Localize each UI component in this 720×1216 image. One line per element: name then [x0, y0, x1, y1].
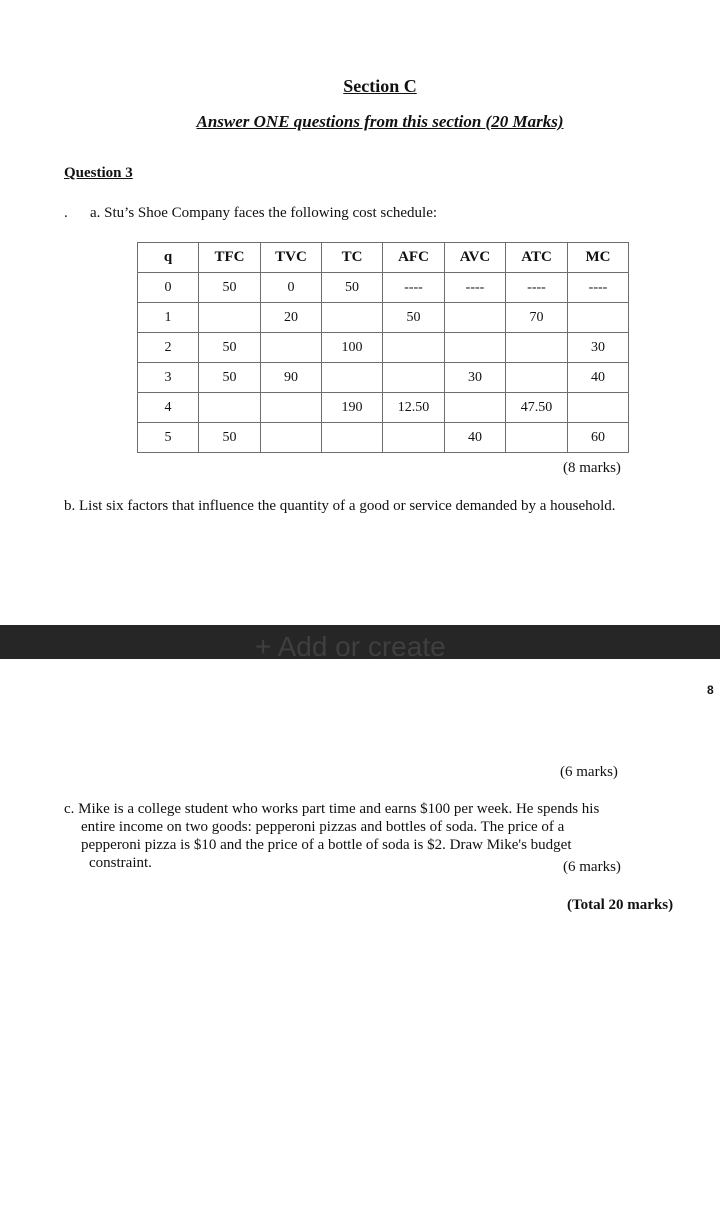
table-cell: 12.50	[383, 393, 445, 423]
part-b-marks: (6 marks)	[560, 764, 618, 780]
part-c-line: entire income on two goods: pepperoni pizzas and bottles of soda. The price of a	[81, 819, 565, 835]
part-b-text: b. List six factors that influence the quantity of a good or service demanded by a household.	[64, 498, 616, 514]
table-cell: 50	[199, 363, 261, 393]
table-cell	[445, 333, 506, 363]
table-cell: 0	[138, 273, 199, 303]
table-cell	[199, 303, 261, 333]
page-number: 8	[707, 683, 714, 697]
add-or-create-button[interactable]: + Add or create	[255, 631, 446, 659]
table-cell	[199, 393, 261, 423]
part-c-line: pepperoni pizza is $10 and the price of a bottle of soda is $2. Draw Mike's budget	[81, 837, 572, 853]
table-cell: ----	[506, 273, 568, 303]
section-instruction: Answer ONE questions from this section (20 Marks)	[196, 112, 564, 131]
header-q: q	[138, 243, 199, 273]
table-cell	[261, 423, 322, 453]
table-row	[138, 303, 629, 333]
table-cell	[383, 333, 445, 363]
table-cell: 40	[568, 363, 629, 393]
table-row	[138, 363, 629, 393]
table-cell	[506, 333, 568, 363]
table-cell	[506, 363, 568, 393]
table-cell: 5	[138, 423, 199, 453]
table-cell: 47.50	[506, 393, 568, 423]
table-row	[138, 423, 629, 453]
header-afc: AFC	[383, 243, 445, 273]
table-cell: 30	[568, 333, 629, 363]
table-cell: ----	[445, 273, 506, 303]
part-a-marks: (8 marks)	[563, 460, 621, 476]
table-cell	[261, 333, 322, 363]
cost-schedule-table	[137, 242, 629, 453]
table-header-row	[138, 243, 629, 273]
table-cell: 3	[138, 363, 199, 393]
header-atc: ATC	[506, 243, 568, 273]
table-cell: 50	[199, 333, 261, 363]
section-title: Section C	[343, 76, 417, 96]
header-tc: TC	[322, 243, 383, 273]
table-cell: 20	[261, 303, 322, 333]
table-cell	[261, 393, 322, 423]
table-row	[138, 393, 629, 423]
table-cell: 50	[322, 273, 383, 303]
table-cell: 30	[445, 363, 506, 393]
table-cell: 60	[568, 423, 629, 453]
question-label: Question 3	[64, 165, 133, 181]
table-cell: 100	[322, 333, 383, 363]
total-marks: (Total 20 marks)	[567, 897, 674, 913]
header-avc: AVC	[445, 243, 506, 273]
table-cell	[322, 303, 383, 333]
table-row	[138, 273, 629, 303]
table-cell: 50	[383, 303, 445, 333]
table-cell: 90	[261, 363, 322, 393]
part-c-marks: (6 marks)	[563, 859, 621, 875]
table-cell	[506, 423, 568, 453]
part-c-line: constraint.	[89, 855, 152, 871]
table-cell: 1	[138, 303, 199, 333]
bullet-dot: .	[64, 205, 68, 221]
table-cell	[445, 393, 506, 423]
table-cell: 40	[445, 423, 506, 453]
table-cell	[568, 393, 629, 423]
table-cell: ----	[568, 273, 629, 303]
table-row	[138, 333, 629, 363]
header-tvc: TVC	[261, 243, 322, 273]
table-cell	[322, 363, 383, 393]
table-cell: 50	[199, 273, 261, 303]
table-cell	[383, 423, 445, 453]
table-cell: 2	[138, 333, 199, 363]
add-or-create-bar[interactable]	[0, 625, 720, 659]
table-cell: 50	[199, 423, 261, 453]
header-mc: MC	[568, 243, 629, 273]
part-a-text: a. Stu’s Shoe Company faces the following cost schedule:	[90, 205, 438, 221]
table-cell	[322, 423, 383, 453]
table-cell	[445, 303, 506, 333]
table-cell: 70	[506, 303, 568, 333]
table-cell: 4	[138, 393, 199, 423]
table-cell: ----	[383, 273, 445, 303]
table-cell	[383, 363, 445, 393]
table-cell: 190	[322, 393, 383, 423]
header-tfc: TFC	[199, 243, 261, 273]
table-cell	[568, 303, 629, 333]
table-cell: 0	[261, 273, 322, 303]
part-c-line: c. Mike is a college student who works part time and earns $100 per week. He spends his	[64, 801, 600, 817]
